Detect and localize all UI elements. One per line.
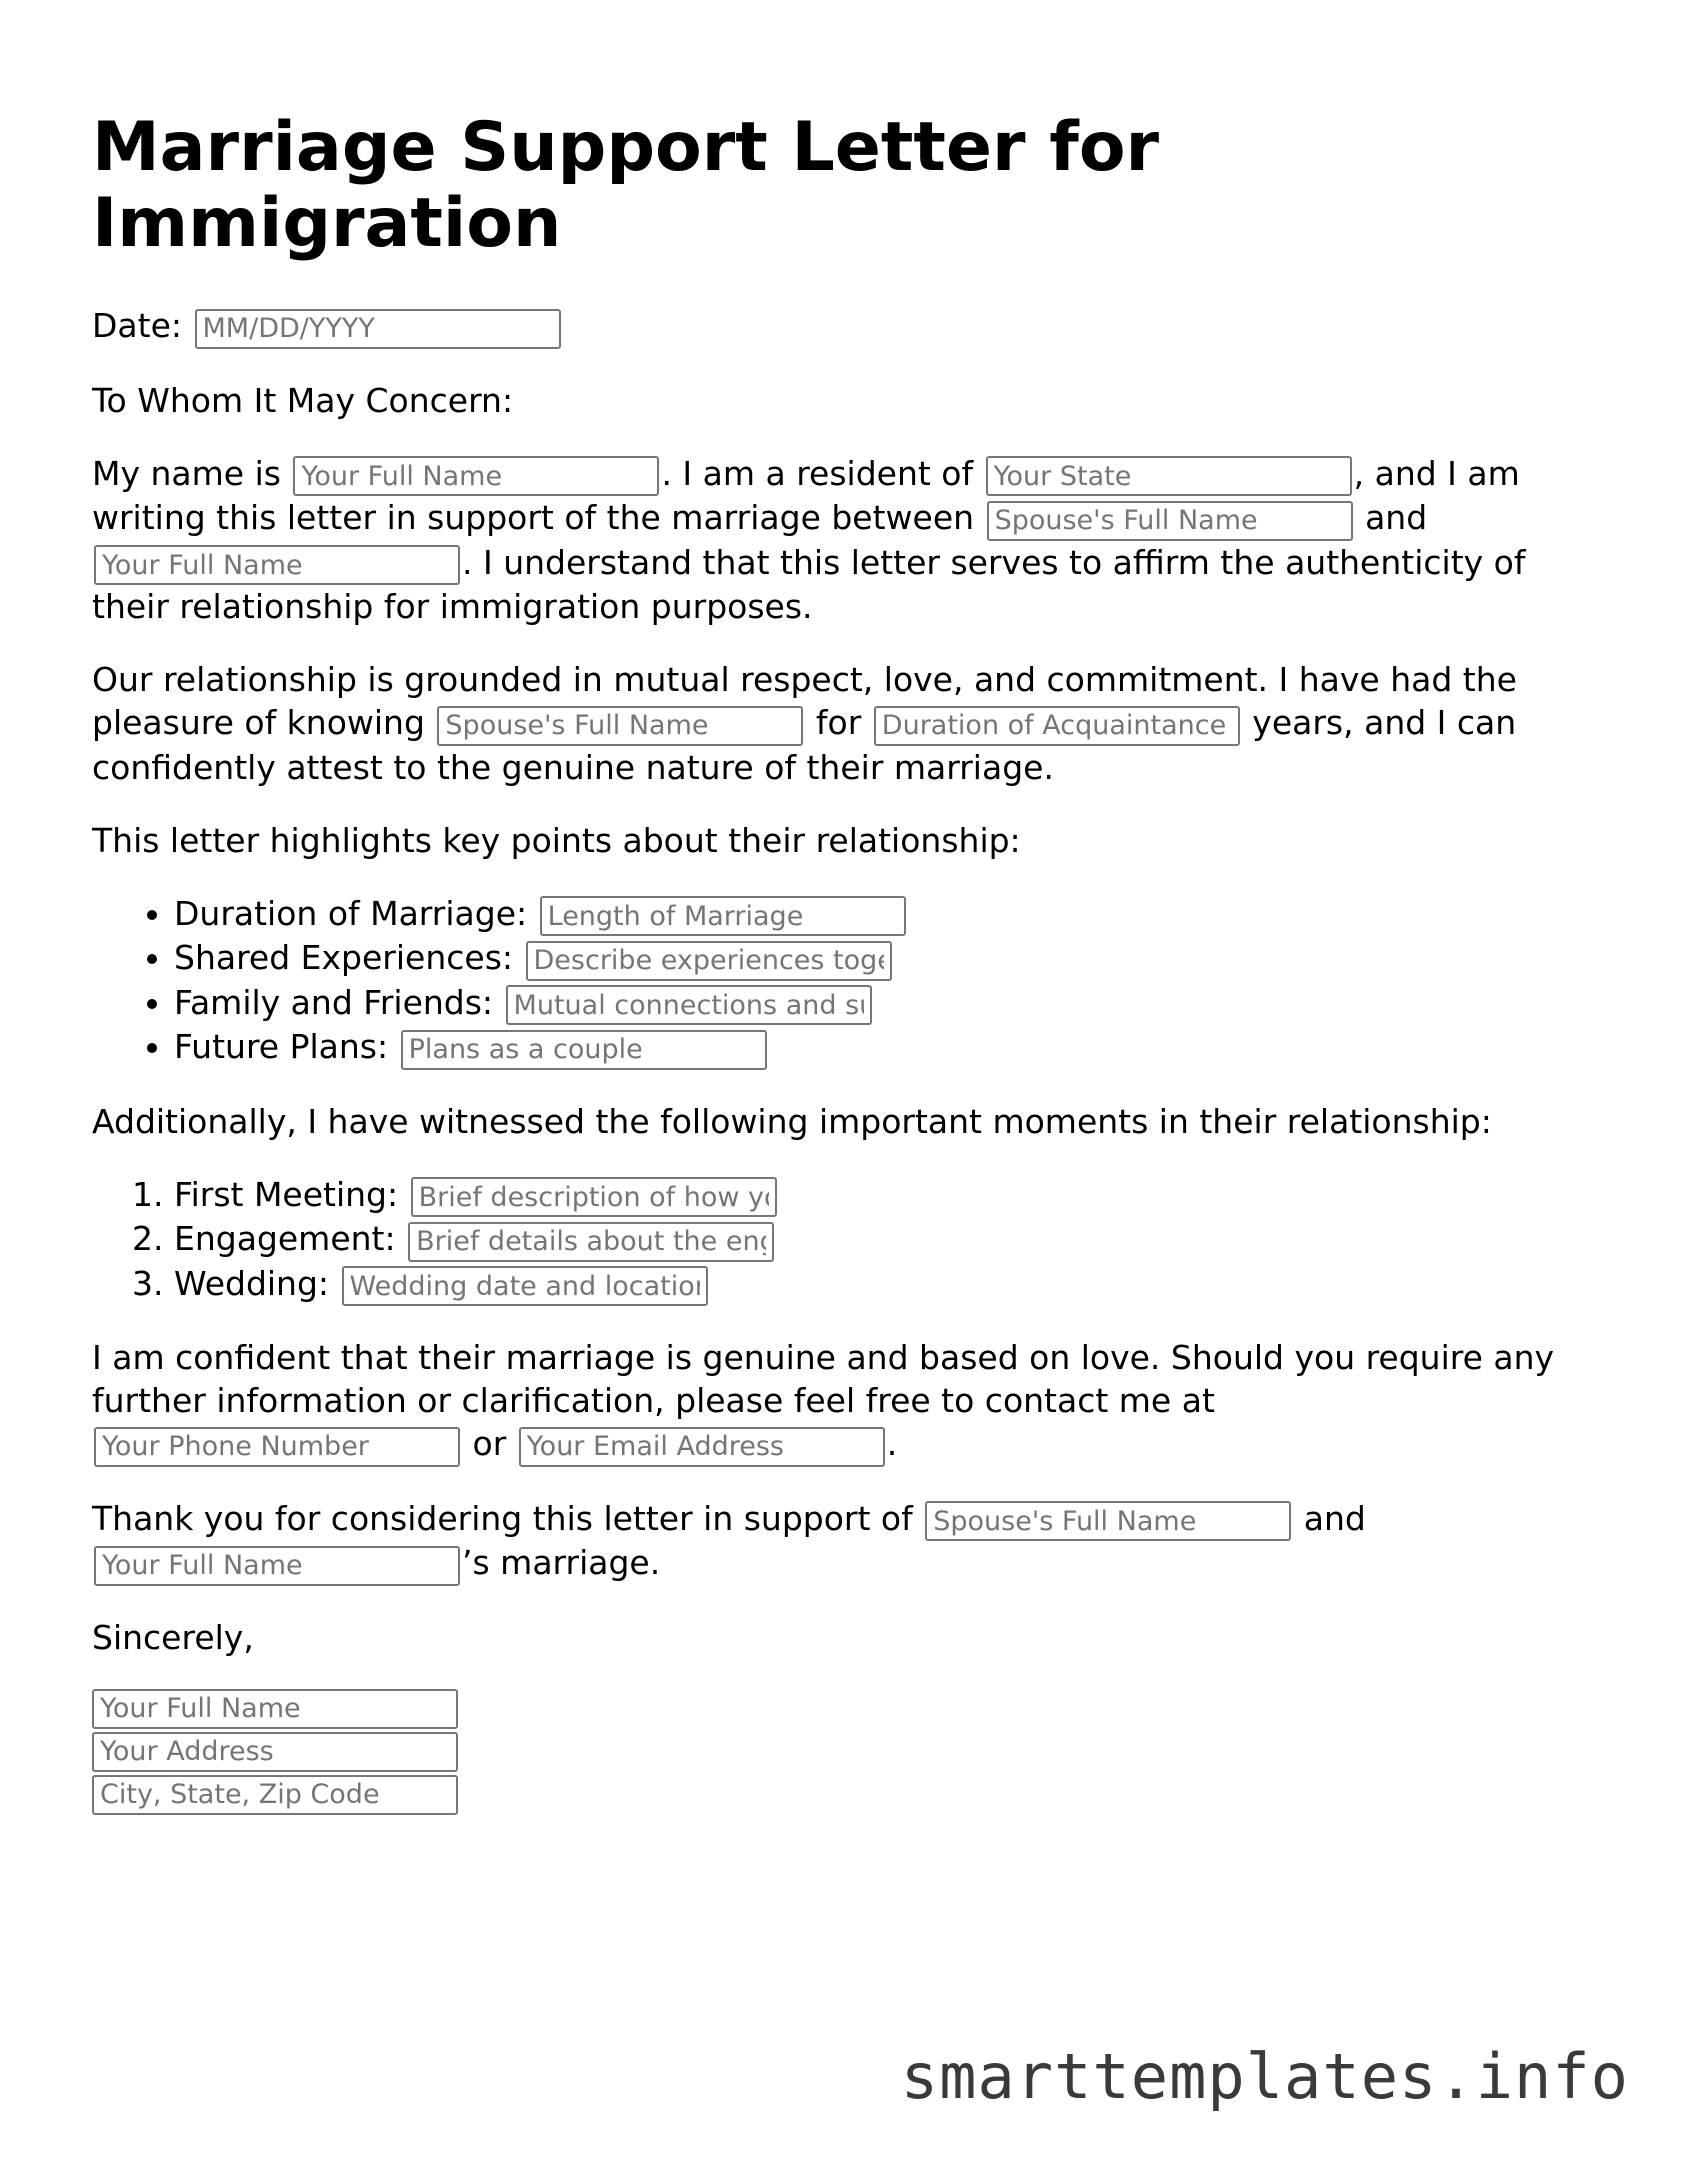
- first-meeting-input[interactable]: [411, 1177, 777, 1217]
- date-label: Date:: [92, 306, 182, 345]
- list-item: [174, 981, 1592, 1026]
- intro-full-name-input[interactable]: [293, 456, 659, 496]
- moment-label: Engagement:: [174, 1219, 396, 1258]
- signature-block: [92, 1689, 1592, 1815]
- highlights-list: [92, 892, 1592, 1070]
- relationship-spouse-name-input[interactable]: [437, 706, 803, 746]
- contact-text-2: or: [472, 1424, 507, 1463]
- signature-address-input[interactable]: [92, 1732, 458, 1772]
- intro-full-name-input-2[interactable]: [94, 545, 460, 585]
- relationship-text-3: years, and I can confidently attest to the genuine nature of their marriage.: [92, 703, 1517, 787]
- thanks-text-1: Thank you for considering this letter in support of: [92, 1498, 913, 1538]
- thanks-spouse-name-input[interactable]: [925, 1501, 1291, 1541]
- signature-name-input[interactable]: [92, 1689, 458, 1729]
- contact-paragraph: [92, 1336, 1592, 1467]
- acquaintance-duration-input[interactable]: [874, 706, 1240, 746]
- moments-intro: Additionally, I have witnessed the following important moments in their relationship:: [92, 1101, 1492, 1141]
- highlight-label: Shared Experiences:: [174, 938, 514, 977]
- phone-input[interactable]: [94, 1427, 460, 1467]
- shared-experiences-input[interactable]: [526, 941, 892, 981]
- intro-text-1: My name is: [92, 453, 281, 493]
- signature-city-input[interactable]: [92, 1775, 458, 1815]
- thanks-paragraph: [92, 1497, 1592, 1586]
- highlight-label: Family and Friends:: [174, 982, 494, 1022]
- highlight-label: Future Plans:: [174, 1027, 389, 1066]
- moment-label: Wedding:: [174, 1263, 330, 1303]
- marriage-length-input[interactable]: [540, 896, 906, 936]
- relationship-paragraph: [92, 658, 1592, 789]
- thanks-full-name-input[interactable]: [94, 1546, 460, 1586]
- relationship-text-1: Our relationship is grounded in mutual respect, love, and commitment. I have had the pleasure of knowing: [92, 660, 1517, 742]
- relationship-text-2: for: [815, 703, 862, 742]
- intro-text-5: . I understand that this letter serves to affirm the authenticity of their relationship for immigration purposes.: [92, 542, 1526, 626]
- watermark: smarttemplates.info: [900, 2040, 1629, 2113]
- date-line: [92, 304, 1592, 349]
- list-item: [174, 936, 1592, 981]
- page-title: Marriage Support Letter for Immigration: [92, 108, 1160, 263]
- intro-state-input[interactable]: [986, 456, 1352, 496]
- list-item: [174, 1025, 1592, 1070]
- list-item: [174, 1173, 1592, 1218]
- intro-text-4: and: [1365, 498, 1428, 537]
- highlight-label: Duration of Marriage:: [174, 893, 528, 933]
- intro-spouse-name-input[interactable]: [987, 501, 1353, 541]
- contact-text-1: I am confident that their marriage is genuine and based on love. Should you require any further information or clarification, please feel free to contact me at: [92, 1338, 1555, 1420]
- email-input[interactable]: [519, 1427, 885, 1467]
- family-friends-input[interactable]: [506, 985, 872, 1025]
- list-item: [174, 1217, 1592, 1262]
- list-item: [174, 1262, 1592, 1307]
- wedding-input[interactable]: [342, 1266, 708, 1306]
- future-plans-input[interactable]: [401, 1030, 767, 1070]
- date-input[interactable]: [195, 309, 561, 349]
- moments-list: [92, 1173, 1592, 1307]
- thanks-text-2: and: [1303, 1498, 1366, 1538]
- intro-text-2: . I am a resident of: [661, 453, 974, 493]
- thanks-text-3: ’s marriage.: [462, 1543, 661, 1582]
- intro-paragraph: [92, 452, 1592, 629]
- list-item: [174, 892, 1592, 937]
- contact-text-3: .: [886, 1424, 898, 1463]
- moment-label: First Meeting:: [174, 1174, 399, 1214]
- highlights-intro: This letter highlights key points about their relationship:: [92, 820, 1021, 860]
- engagement-input[interactable]: [408, 1222, 774, 1262]
- closing: Sincerely,: [92, 1617, 254, 1657]
- intro-text-3: , and I am writing this letter in support of the marriage between: [92, 453, 1520, 537]
- letter-document: [92, 110, 1592, 1818]
- salutation: To Whom It May Concern:: [92, 380, 514, 420]
